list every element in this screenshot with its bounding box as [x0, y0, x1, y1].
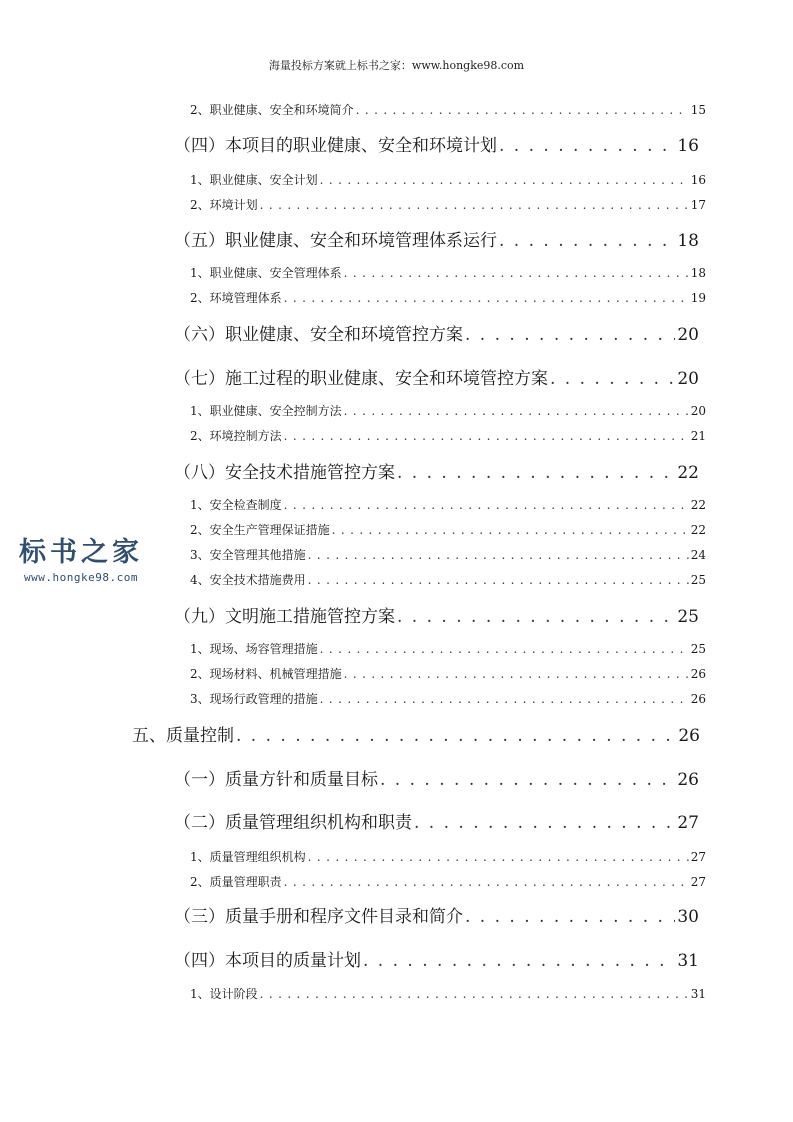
toc-leader-dots	[320, 173, 689, 187]
toc-entry-page: 26	[690, 692, 706, 706]
toc-entry-label: 2、现场材料、机械管理措施	[190, 667, 342, 681]
toc-entry-page: 30	[677, 907, 699, 927]
toc-entry-page: 17	[690, 198, 706, 212]
toc-entry[interactable]	[190, 101, 706, 118]
toc-entry-page: 27	[690, 875, 706, 889]
toc-leader-dots	[550, 369, 675, 389]
toc-entry[interactable]	[174, 902, 699, 927]
toc-leader-dots	[320, 692, 689, 706]
toc-entry-page: 27	[690, 850, 706, 864]
toc-entry-page: 26	[677, 770, 699, 790]
toc-entry-label: （四）本项目的质量计划	[174, 951, 361, 971]
toc-leader-dots	[284, 498, 689, 512]
toc-entry[interactable]	[174, 131, 699, 156]
watermark-logo	[6, 537, 156, 584]
toc-entry-label: 1、设计阶段	[190, 987, 258, 1001]
toc-entry-label: 2、安全生产管理保证措施	[190, 523, 330, 537]
toc-entry[interactable]	[190, 496, 706, 513]
toc-entry-label: 2、环境计划	[190, 198, 258, 212]
toc-entry[interactable]	[174, 602, 699, 627]
toc-entry-label: 1、职业健康、安全计划	[190, 173, 318, 187]
toc-entry[interactable]	[190, 427, 706, 444]
toc-entry-page: 19	[690, 291, 706, 305]
toc-entry[interactable]	[190, 402, 706, 419]
toc-leader-dots	[499, 231, 675, 251]
page-header: 海量投标方案就上标书之家：www.hongke98.com	[268, 59, 525, 72]
toc-entry-page: 25	[677, 607, 699, 627]
toc-entry-label: （四）本项目的职业健康、安全和环境计划	[174, 136, 497, 156]
toc-entry-label: 五、质量控制	[132, 726, 234, 746]
toc-entry[interactable]	[190, 289, 706, 306]
toc-entry[interactable]	[190, 264, 706, 281]
toc-entry-label: 1、现场、场容管理措施	[190, 642, 318, 656]
toc-entry[interactable]	[174, 364, 699, 389]
toc-leader-dots	[332, 523, 689, 537]
toc-entry[interactable]	[174, 320, 699, 345]
toc-leader-dots	[260, 198, 689, 212]
toc-leader-dots	[236, 726, 676, 746]
toc-leader-dots	[363, 951, 675, 971]
toc-entry-page: 20	[677, 369, 699, 389]
toc-entry-label: （五）职业健康、安全和环境管理体系运行	[174, 231, 497, 251]
toc-entry-page: 15	[690, 103, 706, 117]
toc-entry[interactable]	[190, 196, 706, 213]
toc-entry-label: 1、职业健康、安全控制方法	[190, 404, 342, 418]
toc-entry-page: 21	[690, 429, 706, 443]
toc-entry[interactable]	[174, 808, 699, 833]
toc-entry[interactable]	[190, 848, 706, 865]
toc-entry-page: 22	[677, 463, 699, 483]
toc-entry-page: 22	[690, 523, 706, 537]
toc-entry-page: 22	[690, 498, 706, 512]
toc-entry-page: 20	[677, 325, 699, 345]
toc-entry[interactable]	[174, 946, 699, 971]
toc-entry[interactable]	[190, 546, 706, 563]
toc-leader-dots	[414, 813, 675, 833]
toc-entry-label: 1、职业健康、安全管理体系	[190, 266, 342, 280]
toc-entry-label: 3、安全管理其他措施	[190, 548, 306, 562]
toc-entry[interactable]	[190, 690, 706, 707]
toc-entry-page: 24	[690, 548, 706, 562]
toc-entry[interactable]	[190, 873, 706, 890]
toc-leader-dots	[308, 850, 689, 864]
toc-entry-label: （八）安全技术措施管控方案	[174, 463, 395, 483]
toc-leader-dots	[499, 136, 675, 156]
toc-entry-label: （九）文明施工措施管控方案	[174, 607, 395, 627]
toc-leader-dots	[320, 642, 689, 656]
toc-entry[interactable]	[174, 765, 699, 790]
toc-entry[interactable]	[190, 171, 706, 188]
toc-entry-label: 4、安全技术措施费用	[190, 573, 306, 587]
toc-entry-page: 25	[690, 642, 706, 656]
toc-leader-dots	[284, 875, 689, 889]
toc-entry-page: 31	[677, 951, 699, 971]
toc-entry-label: 1、质量管理组织机构	[190, 850, 306, 864]
toc-entry-page: 16	[690, 173, 706, 187]
toc-entry[interactable]	[190, 665, 706, 682]
toc-entry-page: 18	[690, 266, 706, 280]
toc-entry-label: 2、质量管理职责	[190, 875, 282, 889]
toc-entry-label: 2、职业健康、安全和环境简介	[190, 103, 354, 117]
toc-leader-dots	[308, 573, 689, 587]
toc-leader-dots	[344, 266, 689, 280]
toc-leader-dots	[380, 770, 675, 790]
toc-entry[interactable]	[190, 640, 706, 657]
toc-entry-label: （二）质量管理组织机构和职责	[174, 813, 412, 833]
toc-leader-dots	[260, 987, 689, 1001]
toc-entry-label: 1、安全检查制度	[190, 498, 282, 512]
toc-entry-page: 16	[677, 136, 699, 156]
toc-leader-dots	[397, 607, 675, 627]
toc-leader-dots	[284, 291, 689, 305]
toc-entry-label: （一）质量方针和质量目标	[174, 770, 378, 790]
toc-entry[interactable]	[132, 721, 700, 746]
toc-entry-label: （七）施工过程的职业健康、安全和环境管控方案	[174, 369, 548, 389]
toc-entry[interactable]	[190, 571, 706, 588]
toc-leader-dots	[356, 103, 689, 117]
watermark-url: www.hongke98.com	[24, 571, 138, 584]
toc-leader-dots	[284, 429, 689, 443]
watermark-title: 标书之家	[19, 537, 143, 568]
toc-leader-dots	[344, 667, 689, 681]
toc-entry[interactable]	[190, 985, 706, 1002]
toc-entry-page: 26	[678, 726, 700, 746]
toc-entry-page: 25	[690, 573, 706, 587]
toc-entry-page: 20	[690, 404, 706, 418]
toc-entry-page: 18	[677, 231, 699, 251]
toc-entry-label: （六）职业健康、安全和环境管控方案	[174, 325, 463, 345]
toc-entry-label: 2、环境管理体系	[190, 291, 282, 305]
toc-leader-dots	[308, 548, 689, 562]
toc-leader-dots	[465, 907, 675, 927]
toc-leader-dots	[397, 463, 675, 483]
toc-entry-page: 31	[690, 987, 706, 1001]
toc-entry-page: 27	[677, 813, 699, 833]
toc-entry-label: 2、环境控制方法	[190, 429, 282, 443]
toc-entry-label: （三）质量手册和程序文件目录和简介	[174, 907, 463, 927]
toc-entry-page: 26	[690, 667, 706, 681]
toc-entry[interactable]	[190, 521, 706, 538]
toc-entry[interactable]	[174, 458, 699, 483]
toc-leader-dots	[465, 325, 675, 345]
toc-leader-dots	[344, 404, 689, 418]
toc-entry-label: 3、现场行政管理的措施	[190, 692, 318, 706]
toc-entry[interactable]	[174, 226, 699, 251]
